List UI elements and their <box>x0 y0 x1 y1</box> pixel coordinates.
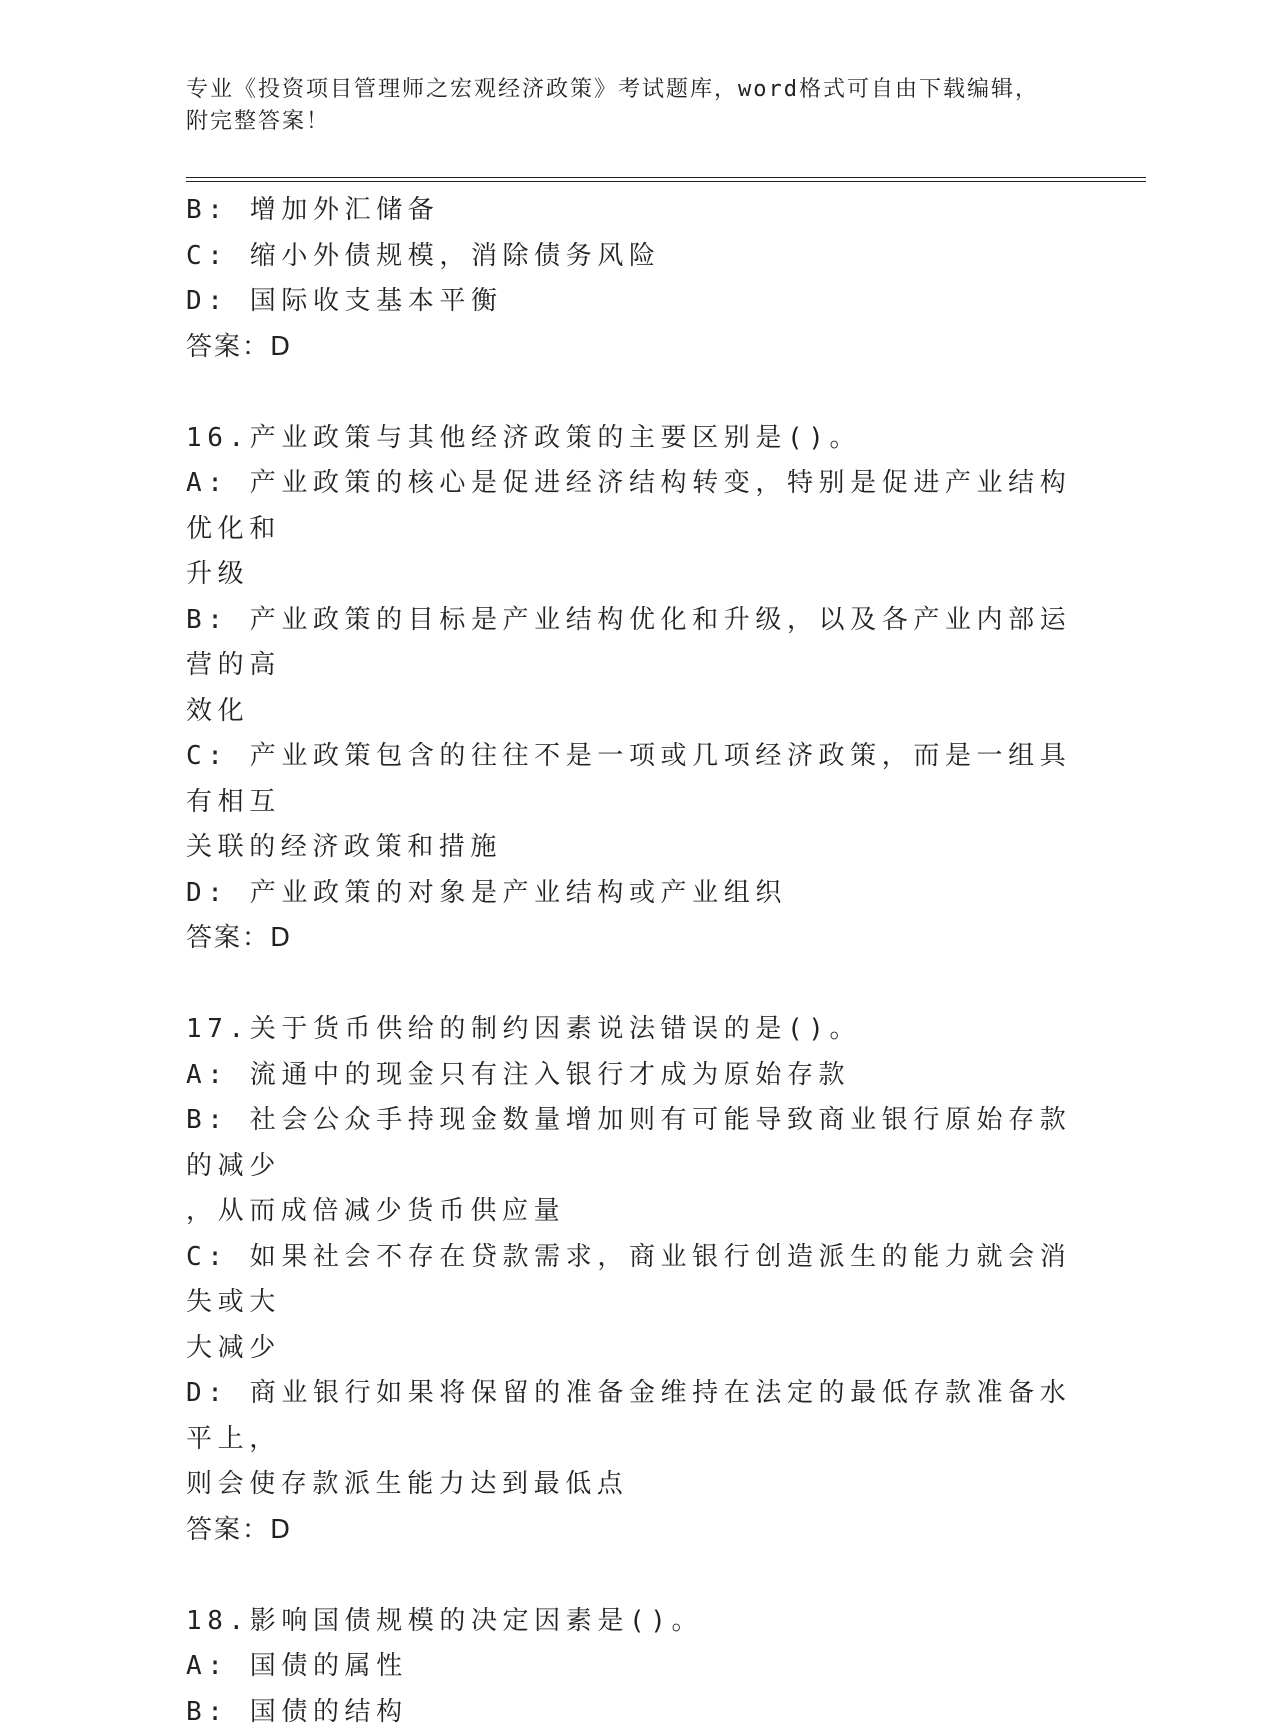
option-b: B: 国债的结构 <box>186 1690 1086 1735</box>
question-stem: 18.影响国债规模的决定因素是()。 <box>186 1599 1086 1645</box>
option-d: D: 国际收支基本平衡 <box>186 279 1086 325</box>
option-b-continued: 效化 <box>186 689 1086 735</box>
option-b: B: 增加外汇储备 <box>186 188 1086 234</box>
question-16-block <box>186 416 1086 962</box>
option-a: A: 国债的属性 <box>186 1644 1086 1690</box>
option-c: C: 缩小外债规模，消除债务风险 <box>186 234 1086 280</box>
question-list <box>186 188 1086 1735</box>
spacer <box>186 962 1086 1008</box>
header-divider-bottom <box>186 181 1146 182</box>
spacer <box>186 1553 1086 1599</box>
option-a: A: 产业政策的核心是促进经济结构转变，特别是促进产业结构优化和 <box>186 461 1086 552</box>
header-divider-top <box>186 177 1146 178</box>
document-header <box>186 74 1086 138</box>
option-b-continued: ，从而成倍减少货币供应量 <box>186 1189 1086 1235</box>
header-line-2: 附完整答案！ <box>186 106 1086 138</box>
option-c-continued: 关联的经济政策和措施 <box>186 825 1086 871</box>
header-line-1: 专业《投资项目管理师之宏观经济政策》考试题库，word格式可自由下载编辑， <box>186 74 1086 106</box>
option-b: B: 产业政策的目标是产业结构优化和升级，以及各产业内部运营的高 <box>186 598 1086 689</box>
question-17-block <box>186 1007 1086 1553</box>
option-c-continued: 大减少 <box>186 1326 1086 1372</box>
answer: 答案：D <box>186 916 1086 962</box>
answer: 答案：D <box>186 325 1086 371</box>
spacer <box>186 370 1086 416</box>
question-15-block <box>186 188 1086 370</box>
answer: 答案：D <box>186 1508 1086 1554</box>
option-d: D: 产业政策的对象是产业结构或产业组织 <box>186 871 1086 917</box>
option-a: A: 流通中的现金只有注入银行才成为原始存款 <box>186 1053 1086 1099</box>
option-a-continued: 升级 <box>186 552 1086 598</box>
option-d: D: 商业银行如果将保留的准备金维持在法定的最低存款准备水平上， <box>186 1371 1086 1462</box>
question-stem: 17.关于货币供给的制约因素说法错误的是()。 <box>186 1007 1086 1053</box>
option-c: C: 如果社会不存在贷款需求，商业银行创造派生的能力就会消失或大 <box>186 1235 1086 1326</box>
option-d-continued: 则会使存款派生能力达到最低点 <box>186 1462 1086 1508</box>
option-c: C: 产业政策包含的往往不是一项或几项经济政策，而是一组具有相互 <box>186 734 1086 825</box>
option-b: B: 社会公众手持现金数量增加则有可能导致商业银行原始存款的减少 <box>186 1098 1086 1189</box>
question-stem: 16.产业政策与其他经济政策的主要区别是()。 <box>186 416 1086 462</box>
question-18-block <box>186 1599 1086 1735</box>
